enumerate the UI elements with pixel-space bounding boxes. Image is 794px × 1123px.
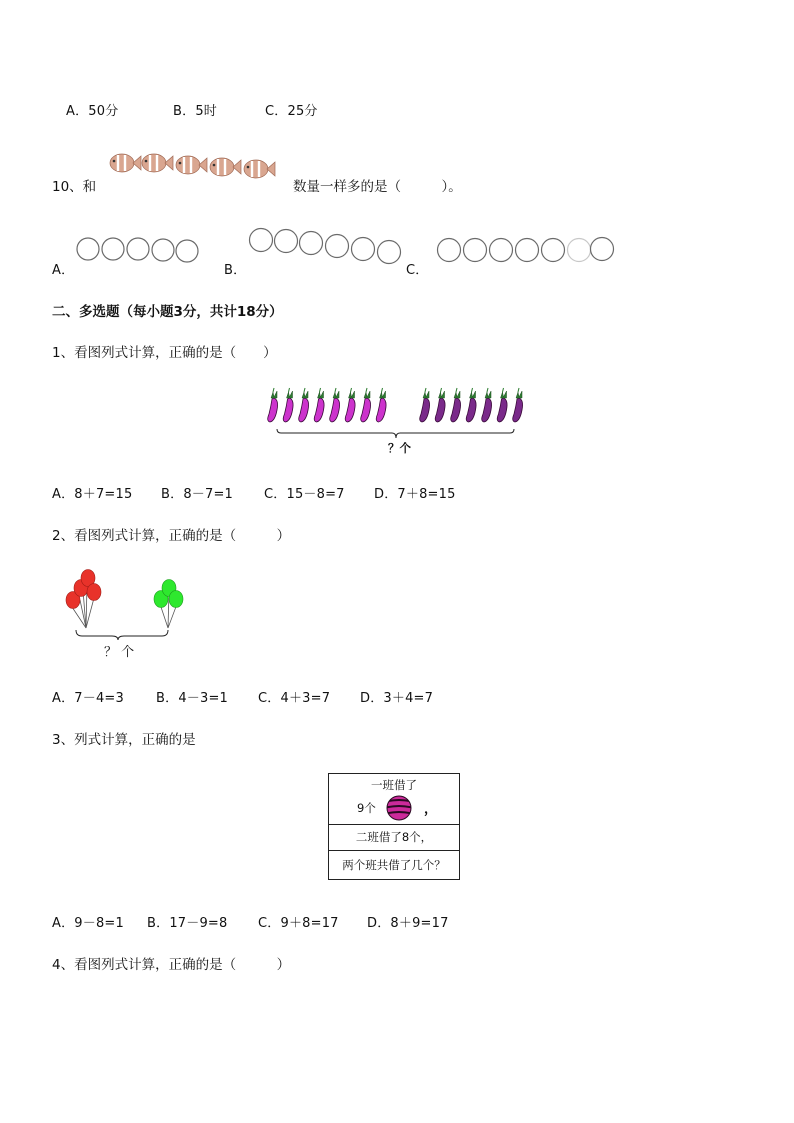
- q9-option-c[interactable]: C．25分: [265, 104, 318, 119]
- fish-icon: [142, 154, 173, 172]
- q10-option-b[interactable]: B．: [224, 263, 247, 278]
- q3-option-d[interactable]: D．8＋9=17: [367, 916, 449, 931]
- eggplant-icon: [482, 388, 492, 422]
- q3-stem: 3、列式计算，正确的是: [52, 732, 196, 748]
- q9-option-a[interactable]: A．50分: [66, 104, 119, 119]
- q3-option-b[interactable]: B．17－9=8: [147, 916, 228, 931]
- eggplant-icon: [268, 388, 278, 422]
- fish-icon: [110, 154, 141, 172]
- eggplant-icon: [299, 388, 309, 422]
- q2-option-c[interactable]: C．4＋3=7: [258, 691, 331, 706]
- q1-brace-label: ？个: [388, 441, 411, 455]
- eggplant-icon: [361, 388, 371, 422]
- q1-option-d[interactable]: D．7＋8=15: [374, 487, 456, 502]
- ball-icon: [386, 795, 412, 821]
- box-line-1: 一班借了: [371, 778, 417, 792]
- box-divider-2: [329, 850, 459, 851]
- q2-option-d[interactable]: D．3＋4=7: [360, 691, 434, 706]
- q2-stem: 2、看图列式计算，正确的是（ ）: [52, 528, 291, 544]
- eggplant-icon: [466, 388, 476, 422]
- box-line-2-prefix: 9个: [357, 801, 376, 815]
- eggplant-icon: [345, 388, 355, 422]
- q1-option-b[interactable]: B．8－7=1: [161, 487, 234, 502]
- q1-option-c[interactable]: C．15－8=7: [264, 487, 345, 502]
- q10-prefix: 10、和: [52, 179, 97, 195]
- q3-option-a[interactable]: A．9－8=1: [52, 916, 124, 931]
- q3-option-c[interactable]: C．9＋8=17: [258, 916, 339, 931]
- box-line-4: 两个班共借了几个？: [342, 858, 446, 872]
- eggplant-icon: [283, 388, 293, 422]
- q10-option-a[interactable]: A．: [52, 263, 75, 278]
- box-line-2-suffix: ，: [424, 802, 438, 817]
- eggplant-icon: [376, 388, 386, 422]
- box-divider-1: [329, 824, 459, 825]
- eggplant-icon: [435, 388, 445, 422]
- fish-picture: [108, 146, 278, 186]
- fish-icon: [244, 160, 275, 178]
- box-line-3: 二班借了8个，: [355, 830, 433, 844]
- q2-brace-label: ？ 个: [104, 645, 135, 660]
- eggplant-icon: [513, 388, 523, 422]
- q2-option-a[interactable]: A．7－4=3: [52, 691, 124, 706]
- q1-stem: 1、看图列式计算，正确的是（ ）: [52, 345, 277, 361]
- circles-option-c: [434, 233, 619, 269]
- eggplant-icon: [451, 388, 461, 422]
- q9-option-b[interactable]: B．5时: [173, 104, 217, 119]
- eggplant-icon: [330, 388, 340, 422]
- circles-option-a: [75, 234, 205, 270]
- fish-icon: [210, 158, 241, 176]
- circles-option-b: [246, 227, 406, 267]
- section-title: 二、多选题（每小题3分，共计18分）: [52, 304, 283, 320]
- q10-suffix: 数量一样多的是（ ）。: [293, 179, 462, 195]
- q2-option-b[interactable]: B．4－3=1: [156, 691, 229, 706]
- q4-stem: 4、看图列式计算，正确的是（ ）: [52, 957, 291, 973]
- word-problem-box: [328, 773, 460, 880]
- eggplant-icon: [314, 388, 324, 422]
- eggplant-icon: [497, 388, 507, 422]
- q1-option-a[interactable]: A．8＋7=15: [52, 487, 133, 502]
- fish-icon: [176, 156, 207, 174]
- q10-option-c[interactable]: C．: [406, 263, 429, 278]
- eggplant-icon: [420, 388, 430, 422]
